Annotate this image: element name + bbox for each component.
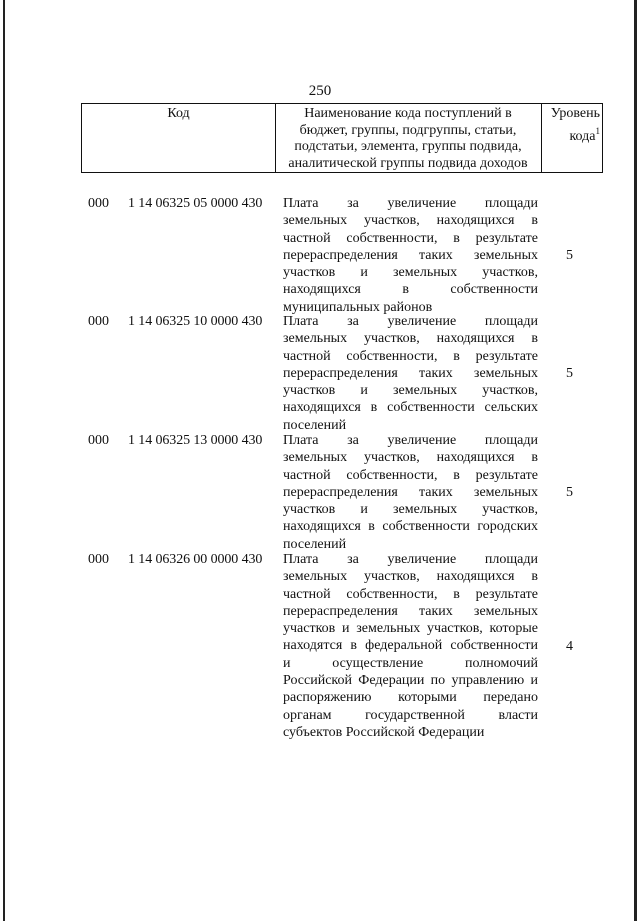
revenue-name-line: Российской Федерации по управлению и [283, 673, 538, 689]
revenue-name-line: перераспределения таких земельных [283, 247, 538, 263]
header-code-label: Код [167, 106, 190, 121]
header-level-line: Уровень [550, 106, 600, 121]
revenue-name-line: участков и земельных участков, которые [283, 621, 538, 637]
scan-border-left [3, 0, 5, 921]
header-level-word: кода [569, 128, 596, 144]
revenue-name-line: перераспределения таких земельных [283, 365, 538, 381]
revenue-name-line: частной собственности, в результате [283, 586, 538, 602]
revenue-name [283, 195, 538, 316]
revenue-code: 1 14 06325 10 0000 430 [128, 314, 263, 329]
admin-code: 000 [88, 433, 109, 448]
revenue-name [283, 313, 538, 434]
revenue-name-line: находятся в федеральной собственности [283, 638, 538, 654]
revenue-name-line: поселений [283, 417, 347, 433]
revenue-name [283, 432, 538, 553]
code-level: 5 [566, 484, 573, 500]
revenue-name-line: органам государственной власти [283, 707, 538, 723]
revenue-code: 1 14 06326 00 0000 430 [128, 552, 263, 567]
header-name-line: бюджет, группы, подгруппы, статьи, [299, 122, 517, 138]
revenue-name-line: находящихся в собственности [283, 282, 538, 298]
revenue-name-line: поселений [283, 536, 347, 552]
revenue-name-line: частной собственности, в результате [283, 348, 538, 364]
revenue-name-line: муниципальных районов [283, 299, 433, 315]
header-name-cell [275, 103, 542, 173]
revenue-name-line: находящихся в собственности городских [283, 519, 538, 535]
revenue-name-line: перераспределения таких земельных [283, 603, 538, 619]
header-code-cell [81, 103, 276, 173]
revenue-name-line: участков и земельных участков, [283, 502, 538, 518]
header-level-cell [541, 103, 603, 173]
header-level-label [541, 104, 602, 145]
header-level-line [541, 123, 600, 146]
header-name-line: аналитической группы подвида доходов [288, 155, 528, 171]
header-name-line: Наименование кода поступлений в [304, 106, 512, 121]
revenue-name-line: субъектов Российской Федерации [283, 724, 485, 740]
revenue-name-line: земельных участков, находящихся в [283, 331, 538, 347]
header-name-line: подстатьи, элемента, группы подвида, [294, 139, 522, 154]
revenue-name-line: Плата за увеличение площади [283, 314, 538, 329]
code-level: 5 [566, 247, 573, 263]
revenue-name-line: и осуществление полномочий [283, 655, 538, 671]
revenue-code: 1 14 06325 05 0000 430 [128, 196, 263, 211]
revenue-name-line: земельных участков, находящихся в [283, 569, 538, 585]
revenue-name-line: распоряжению которыми передано [283, 690, 538, 706]
admin-code: 000 [88, 196, 109, 211]
revenue-name-line: Плата за увеличение площади [283, 552, 538, 567]
revenue-name-line: частной собственности, в результате [283, 467, 538, 483]
revenue-name-line: находящихся в собственности сельских [283, 400, 538, 416]
revenue-name [283, 551, 538, 741]
revenue-name-line: земельных участков, находящихся в [283, 213, 538, 229]
revenue-name-line: частной собственности, в результате [283, 230, 538, 246]
revenue-name-line: участков и земельных участков, [283, 383, 538, 399]
page-number: 250 [308, 83, 332, 99]
revenue-name-line: участков и земельных участков, [283, 265, 538, 281]
revenue-name-line: Плата за увеличение площади [283, 433, 538, 448]
header-name-label [275, 104, 541, 172]
footnote-marker: 1 [595, 125, 600, 136]
scan-border-right [634, 0, 637, 921]
revenue-name-line: Плата за увеличение площади [283, 196, 538, 211]
revenue-name-line: перераспределения таких земельных [283, 484, 538, 500]
code-level: 4 [566, 638, 573, 654]
revenue-name-line: земельных участков, находящихся в [283, 450, 538, 466]
admin-code: 000 [88, 314, 109, 329]
revenue-code: 1 14 06325 13 0000 430 [128, 433, 263, 448]
code-level: 5 [566, 365, 573, 381]
admin-code: 000 [88, 552, 109, 567]
